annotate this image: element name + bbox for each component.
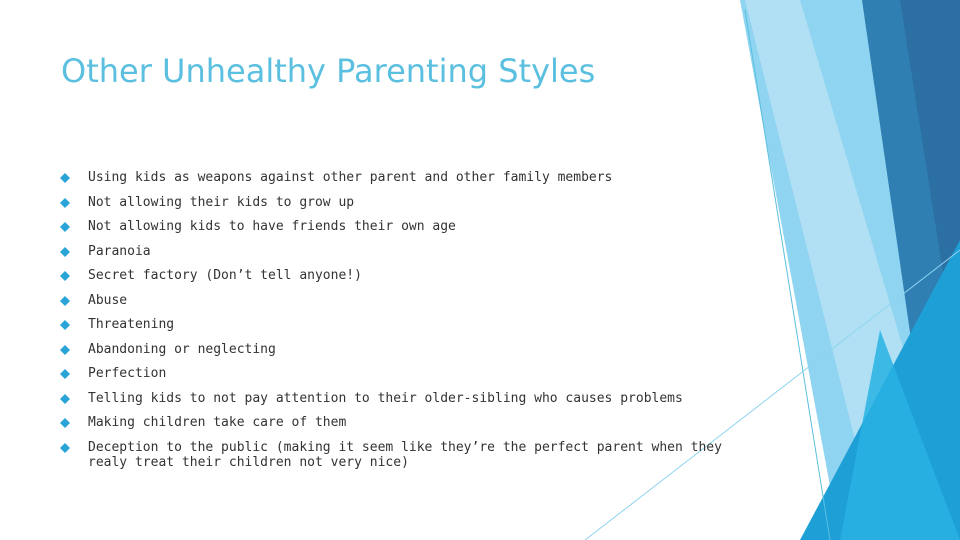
list-item-text: Abuse bbox=[88, 292, 128, 308]
list-item bbox=[62, 440, 732, 470]
diamond-bullet-icon bbox=[60, 394, 70, 404]
list-item-text: Not allowing kids to have friends their own age bbox=[88, 219, 456, 234]
slide-title: Other Unhealthy Parenting Styles bbox=[61, 52, 596, 90]
diamond-bullet-icon bbox=[60, 320, 70, 330]
diamond-bullet-icon bbox=[60, 369, 70, 379]
list-item bbox=[62, 244, 732, 259]
list-item bbox=[62, 170, 732, 185]
diamond-bullet-icon bbox=[60, 271, 70, 281]
diamond-bullet-icon bbox=[60, 345, 70, 355]
list-item-text: Paranoia bbox=[88, 243, 151, 259]
list-item bbox=[62, 391, 732, 406]
list-item bbox=[62, 366, 732, 381]
list-item bbox=[62, 195, 732, 210]
list-item-text: Using kids as weapons against other parent and other family members bbox=[88, 170, 613, 185]
diamond-bullet-icon bbox=[60, 296, 70, 306]
diamond-bullet-icon bbox=[60, 443, 70, 453]
list-item bbox=[62, 268, 732, 283]
diamond-bullet-icon bbox=[60, 173, 70, 183]
list-item bbox=[62, 219, 732, 234]
list-item bbox=[62, 415, 732, 430]
list-item-text: Deception to the public (making it seem like they’re the perfect parent when they realy treat their children not very nice) bbox=[88, 439, 722, 470]
bullet-list bbox=[62, 170, 732, 479]
list-item bbox=[62, 317, 732, 332]
list-item-text: Abandoning or neglecting bbox=[88, 341, 276, 357]
list-item-text: Telling kids to not pay attention to their older-sibling who causes problems bbox=[88, 390, 683, 406]
list-item-text: Secret factory (Don’t tell anyone!) bbox=[88, 268, 362, 283]
list-item bbox=[62, 293, 732, 308]
list-item-text: Perfection bbox=[88, 366, 167, 381]
diamond-bullet-icon bbox=[60, 247, 70, 257]
list-item-text: Not allowing their kids to grow up bbox=[88, 194, 355, 210]
list-item bbox=[62, 342, 732, 357]
list-item-text: Threatening bbox=[88, 317, 175, 332]
diamond-bullet-icon bbox=[60, 198, 70, 208]
diamond-bullet-icon bbox=[60, 222, 70, 232]
diamond-bullet-icon bbox=[60, 418, 70, 428]
list-item-text: Making children take care of them bbox=[88, 415, 347, 430]
